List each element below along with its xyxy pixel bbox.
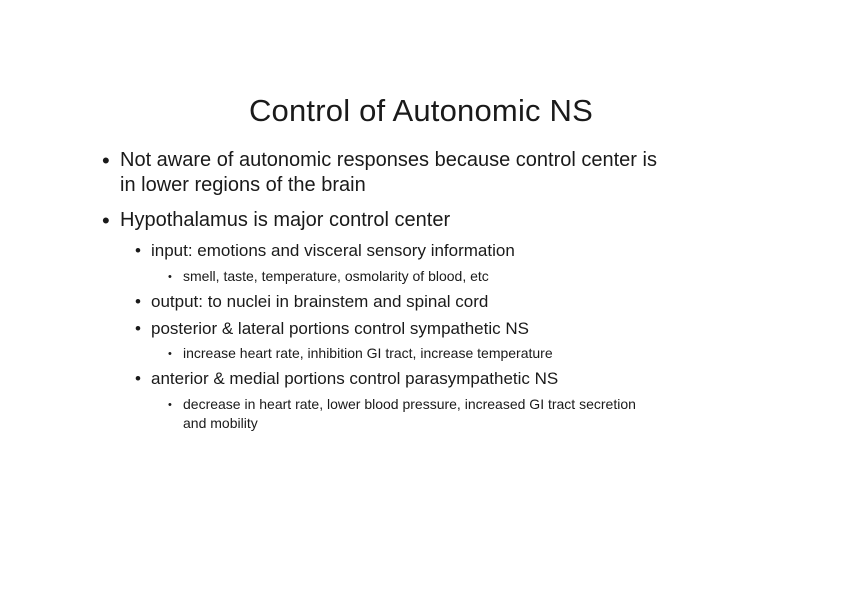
bullet-text-line: Not aware of autonomic responses because control center is [120,149,657,171]
bullet-text: output: to nuclei in brainstem and spinal cord [151,292,489,311]
bullet-text: input: emotions and visceral sensory information [151,241,515,260]
bullet-text-line: and mobility [183,415,258,431]
bullet-marker: • [135,241,141,260]
bullet-text: increase heart rate, inhibition GI tract, increase temperature [183,345,553,361]
bullet-item-posterior [135,318,529,340]
bullet-marker: • [135,292,141,311]
bullet-item-increase-heart-rate [168,344,553,363]
bullet-text-line: in lower regions of the brain [120,174,366,196]
bullet-text: anterior & medial portions control parasympathetic NS [151,369,559,388]
bullet-marker: • [102,208,110,233]
bullet-item-output [135,291,489,313]
bullet-marker: • [168,348,172,360]
slide-title: Control of Autonomic NS [248,93,594,128]
bullet-marker: • [168,399,172,411]
bullet-item-not-aware [102,148,657,198]
bullet-item-smell [168,267,489,286]
bullet-text: posterior & lateral portions control sympathetic NS [151,319,529,338]
bullet-marker: • [168,271,172,283]
bullet-marker: • [135,369,141,388]
bullet-item-decrease-heart-rate [168,395,636,433]
bullet-text: smell, taste, temperature, osmolarity of blood, etc [183,268,489,284]
bullet-item-hypothalamus [102,208,451,233]
bullet-item-input [135,240,515,262]
bullet-text: Hypothalamus is major control center [120,209,451,231]
bullet-marker: • [135,319,141,338]
bullet-marker: • [102,148,110,173]
bullet-item-anterior [135,368,559,390]
bullet-text-line: decrease in heart rate, lower blood pressure, increased GI tract secretion [183,396,636,412]
